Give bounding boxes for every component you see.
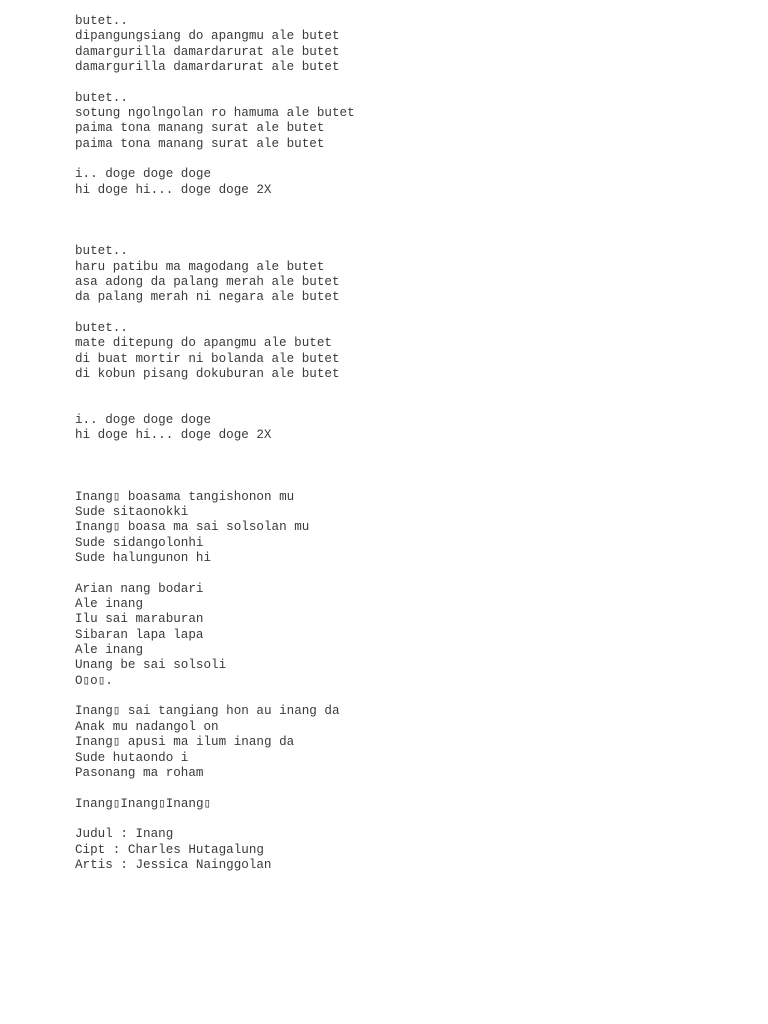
text-line: Judul : Inang [75, 827, 174, 842]
text-line: Ale inang [75, 643, 144, 658]
text-line: Sude hutaondo i [75, 750, 189, 765]
blank-line [75, 382, 755, 397]
text-line: Sude sitaonokki [75, 505, 189, 519]
text-line: Sibaran lapa lapa [75, 627, 204, 642]
text-line: Pasonang ma roham [75, 765, 204, 780]
text-line: Cipt : Charles Hutagalung [75, 842, 264, 857]
text-line: paima tona manang surat ale butet [75, 121, 325, 136]
lyrics-text [75, 14, 755, 873]
text-line: butet.. [75, 244, 128, 259]
text-line: i.. doge doge doge [75, 412, 212, 427]
blank-line [75, 459, 755, 474]
blank-line [75, 812, 755, 827]
text-line: damargurilla damardarurat ale butet [75, 60, 340, 75]
blank-line [75, 306, 755, 321]
text-line: Inang▯ sai tangiang hon au inang da [75, 704, 340, 719]
text-line: Sude halungunon hi [75, 551, 212, 566]
blank-line [75, 398, 755, 413]
text-line: di kobun pisang dokuburan ale butet [75, 366, 340, 381]
blank-line [75, 75, 755, 90]
text-line: mate ditepung do apangmu ale butet [75, 336, 332, 351]
text-line: Arian nang bodari [75, 581, 204, 596]
blank-line [75, 444, 755, 459]
blank-line [75, 474, 755, 489]
text-line: hi doge hi... doge doge 2X [75, 182, 272, 197]
text-line: i.. doge doge doge [75, 167, 212, 182]
text-line: butet.. [75, 90, 128, 105]
text-line: Inang▯ boasama tangishonon mu [75, 489, 295, 504]
text-line: Anak mu nadangol on [75, 719, 219, 734]
blank-line [75, 566, 755, 581]
text-line: asa adong da palang merah ale butet [75, 274, 340, 289]
text-line: hi doge hi... doge doge 2X [75, 428, 272, 443]
text-line: Unang be sai solsoli [75, 658, 227, 673]
text-line: paima tona manang surat ale butet [75, 136, 325, 151]
text-line: sotung ngolngolan ro hamuma ale butet [75, 106, 355, 121]
text-line: butet.. [75, 14, 128, 28]
text-line: Ale inang [75, 597, 144, 612]
text-line: dipangungsiang do apangmu ale butet [75, 29, 340, 44]
text-line: Inang▯ apusi ma ilum inang da [75, 735, 295, 750]
text-line: Sude sidangolonhi [75, 535, 204, 550]
text-line: da palang merah ni negara ale butet [75, 290, 340, 305]
text-line: Inang▯Inang▯Inang▯ [75, 796, 212, 811]
text-line: butet.. [75, 320, 128, 335]
blank-line [75, 689, 755, 704]
blank-line [75, 198, 755, 213]
text-line: O▯o▯. [75, 673, 113, 688]
blank-line [75, 152, 755, 167]
text-line: Inang▯ boasa ma sai solsolan mu [75, 520, 310, 535]
text-line: damargurilla damardarurat ale butet [75, 44, 340, 59]
blank-line [75, 781, 755, 796]
text-line: haru patibu ma magodang ale butet [75, 259, 325, 274]
text-line: Artis : Jessica Nainggolan [75, 857, 272, 872]
blank-line [75, 213, 755, 228]
blank-line [75, 229, 755, 244]
text-line: Ilu sai maraburan [75, 612, 204, 627]
text-line: di buat mortir ni bolanda ale butet [75, 351, 340, 366]
